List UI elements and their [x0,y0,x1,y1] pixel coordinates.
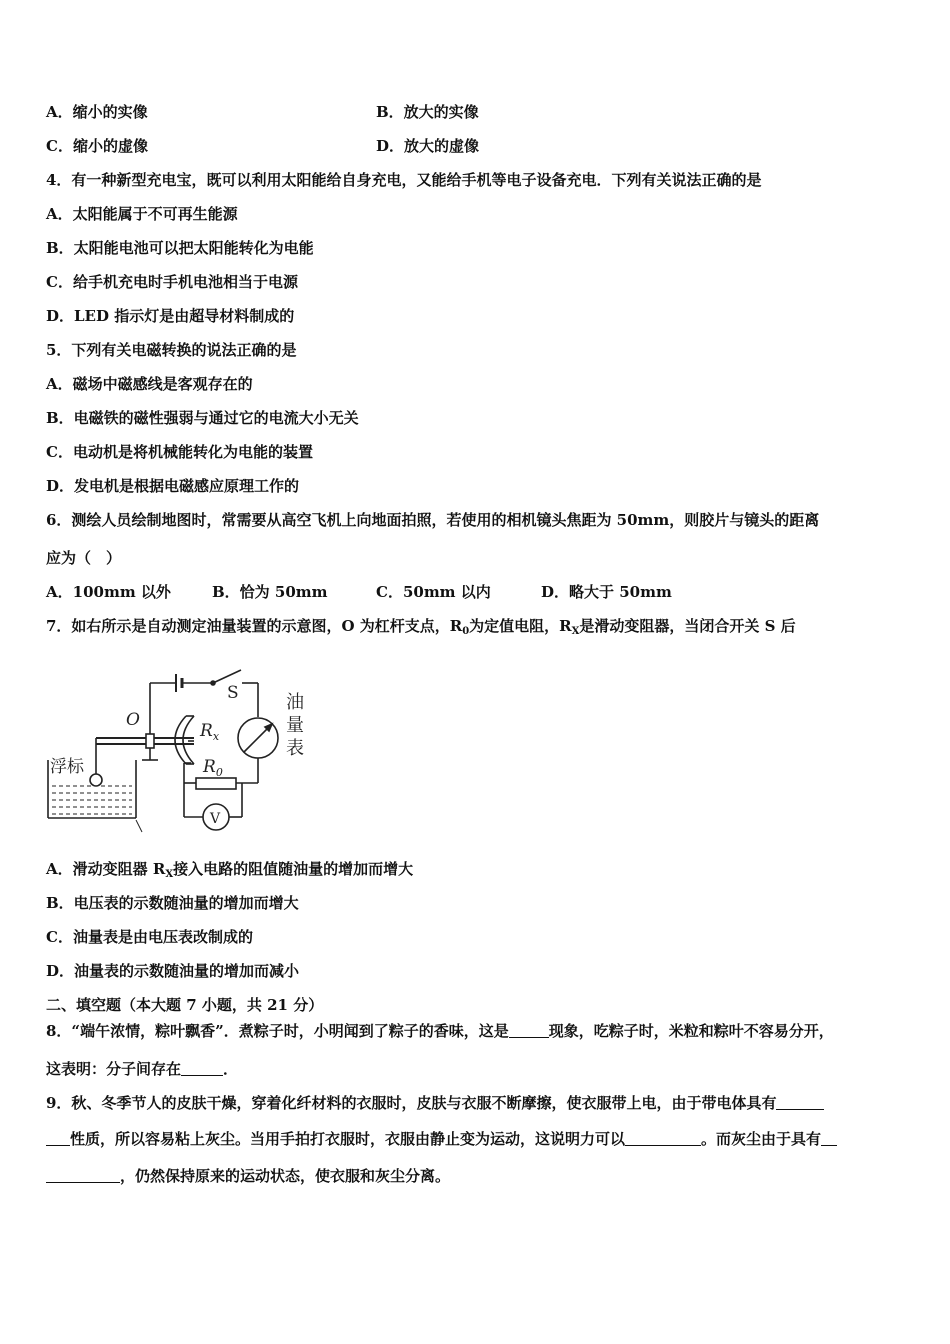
q6-option-d: D．略大于 50mm [541,583,672,601]
q5-stem: 5．下列有关电磁转换的说法正确的是 [46,341,297,359]
q9-blank-3b[interactable] [46,1168,120,1183]
q9-blank-1b[interactable] [46,1131,70,1146]
q4-option-a: A．太阳能属于不可再生能源 [46,205,238,223]
q9-line3: ，仍然保持原来的运动状态，使衣服和灰尘分离。 [46,1166,450,1186]
q4-option-b: B．太阳能电池可以把太阳能转化为电能 [46,239,314,257]
q3-option-d: D．放大的虚像 [376,137,480,155]
q8-blank-2[interactable] [181,1061,223,1076]
q6-stem-line2: 应为（ ） [46,549,122,567]
q3-option-b: B．放大的实像 [376,103,479,121]
q5-option-a: A．磁场中磁感线是客观存在的 [46,375,253,393]
meter-label-2: 量 [286,715,304,736]
q8-blank-1[interactable] [509,1023,549,1038]
q6-option-a: A．100mm 以外 [46,583,171,601]
float-label: 浮标 [50,757,84,777]
rx-label: $R_x$ [200,721,220,743]
q6-stem-line1: 6．测绘人员绘制地图时，常需要从高空飞机上向地面拍照，若使用的相机镜头焦距为 50mm，则胶片与镜头的距离 [46,511,820,529]
q4-stem: 4．有一种新型充电宝，既可以利用太阳能给自身充电，又能给手机等电子设备充电．下列有关说法正确的是 [46,171,762,189]
q9-blank-3a[interactable] [821,1131,837,1146]
q5-option-c: C．电动机是将机械能转化为电能的装置 [46,443,313,461]
q5-option-b: B．电磁铁的磁性强弱与通过它的电流大小无关 [46,409,359,427]
q9-blank-1a[interactable] [776,1095,824,1110]
switch-label-s: S [227,683,239,703]
q7-option-b: B．电压表的示数随油量的增加而增大 [46,894,299,912]
q7-option-d: D．油量表的示数随油量的增加而减小 [46,962,300,980]
pivot-label-o: O [126,710,140,730]
q4-option-d: D．LED 指示灯是由超导材料制成的 [46,307,295,325]
q3-option-a: A．缩小的实像 [46,103,148,121]
q8-line2: 这表明：分子间存在 ． [46,1060,239,1078]
section-heading-fill-in: 二、填空题（本大题 7 小题，共 21 分） [46,996,324,1014]
q5-option-d: D．发电机是根据电磁感应原理工作的 [46,477,300,495]
q8-line1: 8．“端午浓情，粽叶飘香”．煮粽子时，小明闻到了粽子的香味，这是 现象，吃粽子时，米粒和粽叶不容易分开， [46,1022,834,1040]
q9-line2: 性质，所以容易粘上灰尘。当用手拍打衣服时，衣服由静止变为运动，这说明力可以 。而灰尘由于具有 [46,1129,837,1149]
q6-option-b: B．恰为 50mm [212,583,328,601]
oil-gauge-circuit-diagram [46,660,316,835]
meter-label-1: 油 [286,692,304,713]
q9-blank-2[interactable] [625,1131,701,1146]
voltmeter-label: V [210,811,221,827]
q6-option-c: C．50mm 以内 [376,583,491,601]
q7-stem: 7．如右所示是自动测定油量装置的示意图，O 为杠杆支点，$R_0$为定值电阻，$R_X$是滑动变阻器，当闭合开关 S 后 [46,617,796,637]
q4-option-c: C．给手机充电时手机电池相当于电源 [46,273,298,291]
r0-label: $R_0$ [203,757,223,779]
q7-option-a: A．滑动变阻器 $R_X$接入电路的阻值随油量的增加而增大 [46,860,414,880]
meter-label-3: 表 [286,738,304,759]
q3-option-c: C．缩小的虚像 [46,137,148,155]
q7-option-c: C．油量表是由电压表改制成的 [46,928,253,946]
q9-line1: 9．秋、冬季节人的皮肤干燥，穿着化纤材料的衣服时，皮肤与衣服不断摩擦，使衣服带上电，由于带电体具有 [46,1093,824,1113]
